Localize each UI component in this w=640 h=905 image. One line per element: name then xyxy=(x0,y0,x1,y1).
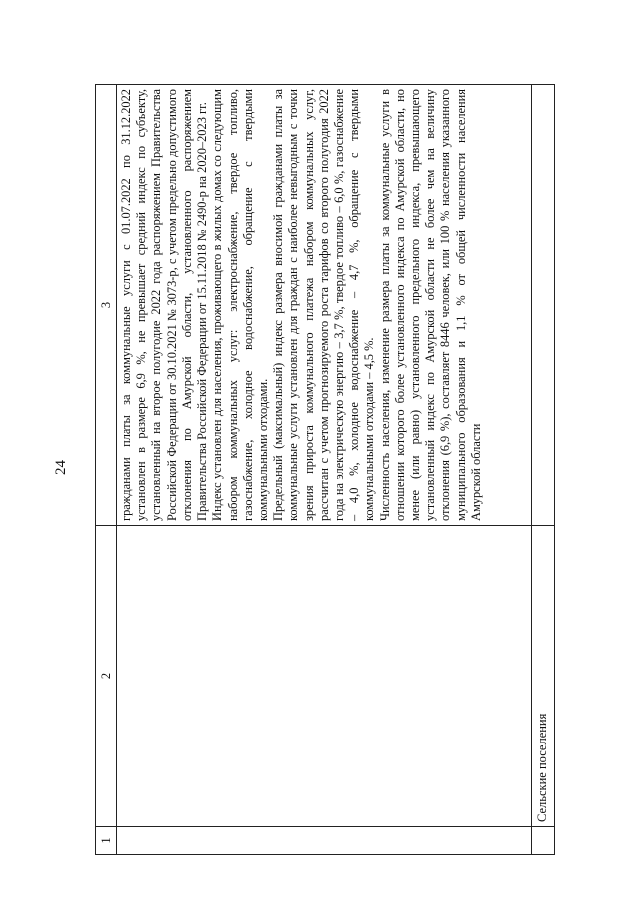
paragraph-3: Предельный (максимальный) индекс размера вносимой гражданами платы за коммунальные услуги установлен для граждан с наиболее невыгодным с точки зрения прироста коммунального платежа набором коммунальных услуг, рассчитан с учетом прогнозируемого роста тарифов со второго полугодия 2022 года на электрическую энергию – 3,7 %, твердое топливо – 6,0 %, газоснабжение – 4,0 %, холодное водоснабжение – 4,7 %, обращение с твердыми коммунальными отходами – 4,5 %. xyxy=(271,89,377,521)
document-table-frame xyxy=(95,85,555,855)
footer-cell-3 xyxy=(531,85,554,526)
paragraph-1: гражданами платы за коммунальные услуги с 01.07.2022 по 31.12.2022 установлен в размере 6,9 %, не превышает средний индекс по субъекту, установленный на второе полугодие 2022 года распоряжением Правительства Российской Федерации от 30.10.2021 № 3073-р, с учетом предельно допустимого отклонения по Амурской области, установленного распоряжением Правительства Российской Федерации от 15.11.2018 № 2490-р на 2020–2023 гг. xyxy=(119,89,210,521)
row-cell-1 xyxy=(117,827,532,855)
data-table xyxy=(95,84,555,855)
header-cell-1: 1 xyxy=(96,827,117,855)
header-cell-3: 3 xyxy=(96,85,117,526)
rural-settlements-label: Сельские поселения xyxy=(531,526,554,827)
page-number-text: 24 xyxy=(52,459,69,475)
paragraph-4: Численность населения, изменение размера платы за коммунальные услуги в отношении которого более установленного индекса по Амурской области, но менее (или равно) установленного предельного индекса, превышающего установленный индекс по Амурской области не более чем на величину отклонения (6,9 %), составляет 8446 человек, или 100 % населения указанного муниципального образования и 1,1 % от общей численности населения Амурской области xyxy=(377,89,483,521)
page-number xyxy=(50,456,72,478)
footer-cell-1 xyxy=(531,827,554,855)
table-footer-row xyxy=(531,85,554,855)
row-cell-2 xyxy=(117,526,532,827)
header-cell-2: 2 xyxy=(96,526,117,827)
description-text xyxy=(117,85,484,525)
paragraph-2: Индекс установлен для населения, проживающего в жилых домах со следующим набором коммунальных услуг: электроснабжение, твердое топливо, газоснабжение, холодное водоснабжение, обращение с твердыми коммунальными отходами. xyxy=(210,89,270,521)
rotated-table-content xyxy=(95,85,555,855)
table-header-row xyxy=(96,85,117,855)
description-cell xyxy=(117,85,532,526)
table-row xyxy=(117,85,532,855)
